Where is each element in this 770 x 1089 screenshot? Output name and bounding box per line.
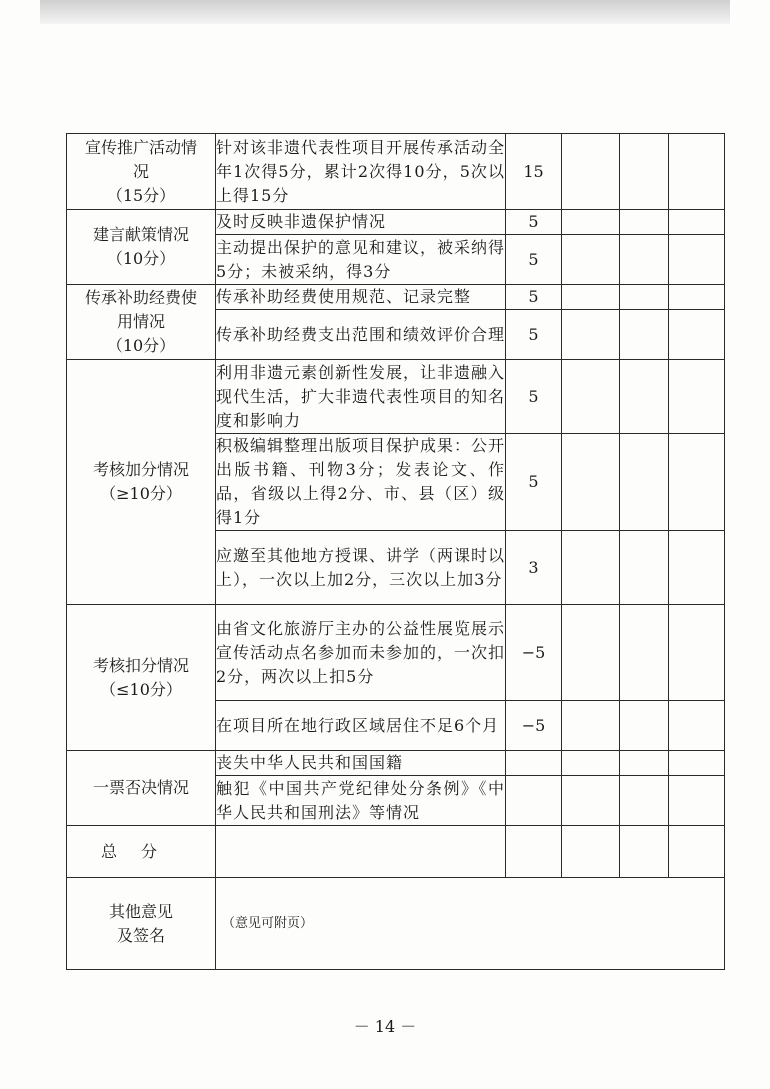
blank-cell xyxy=(562,310,620,360)
blank-cell xyxy=(620,751,669,776)
blank-cell xyxy=(620,434,669,531)
blank-cell xyxy=(669,701,725,751)
criterion-cell: 丧失中华人民共和国国籍 xyxy=(216,751,506,776)
table-row xyxy=(67,210,725,235)
table-row xyxy=(67,134,725,210)
opinion-note: （意见可附页） xyxy=(222,915,314,931)
blank-cell xyxy=(562,434,620,531)
blank-cell xyxy=(562,134,620,210)
blank-cell xyxy=(669,531,725,605)
opinion-label-line: 及签名 xyxy=(116,925,165,945)
criterion-cell: 针对该非遗代表性项目开展传承活动全年1次得5分，累计2次得10分，5次以上得15分 xyxy=(216,134,506,210)
score-cell: 5 xyxy=(506,434,562,531)
table-row xyxy=(67,360,725,434)
blank-cell xyxy=(669,826,725,878)
total-row xyxy=(67,826,725,878)
blank-cell xyxy=(669,310,725,360)
score-cell: 5 xyxy=(506,235,562,285)
opinion-label-line: 其他意见 xyxy=(108,901,173,921)
blank-cell xyxy=(620,310,669,360)
blank-cell xyxy=(669,360,725,434)
score-cell: 15 xyxy=(506,134,562,210)
opinion-row xyxy=(67,878,725,970)
criterion-cell: 触犯《中国共产党纪律处分条例》《中华人民共和国刑法》等情况 xyxy=(216,776,506,826)
blank-cell xyxy=(562,285,620,310)
blank-cell xyxy=(669,285,725,310)
category-line: 传承补助经费使 xyxy=(84,288,197,307)
score-cell xyxy=(506,776,562,826)
blank-cell xyxy=(562,776,620,826)
opinion-label-cell xyxy=(67,878,216,970)
category-line: 考核加分情况 xyxy=(92,460,189,479)
category-cell xyxy=(67,210,216,285)
category-line: 宣传推广活动情 xyxy=(84,137,197,157)
score-cell: 5 xyxy=(506,310,562,360)
category-line: （10分） xyxy=(106,336,176,355)
scan-edge-shadow xyxy=(40,0,730,24)
score-cell: −5 xyxy=(506,701,562,751)
criterion-cell: 及时反映非遗保护情况 xyxy=(216,210,506,235)
category-line: （10分） xyxy=(106,249,176,268)
criterion-cell: 在项目所在地行政区域居住不足6个月 xyxy=(216,701,506,751)
category-line: 建言献策情况 xyxy=(92,225,189,244)
blank-cell xyxy=(620,776,669,826)
criterion-cell: 利用非遗元素创新性发展，让非遗融入现代生活，扩大非遗代表性项目的知名度和影响力 xyxy=(216,360,506,434)
blank-cell xyxy=(562,235,620,285)
blank-cell xyxy=(620,360,669,434)
page-number: － 14 － xyxy=(353,1017,417,1036)
blank-cell xyxy=(669,210,725,235)
score-cell: 5 xyxy=(506,360,562,434)
category-line: 况 xyxy=(132,161,149,181)
total-criterion-cell xyxy=(216,826,506,878)
criterion-cell: 传承补助经费支出范围和绩效评价合理 xyxy=(216,310,506,360)
category-line: （≥10分） xyxy=(100,484,182,503)
blank-cell xyxy=(620,826,669,878)
score-cell xyxy=(506,751,562,776)
blank-cell xyxy=(562,751,620,776)
total-score-cell xyxy=(506,826,562,878)
blank-cell xyxy=(620,701,669,751)
score-cell: 5 xyxy=(506,210,562,235)
blank-cell xyxy=(620,235,669,285)
blank-cell xyxy=(562,531,620,605)
blank-cell xyxy=(669,605,725,701)
category-cell xyxy=(67,605,216,751)
blank-cell xyxy=(669,776,725,826)
blank-cell xyxy=(669,134,725,210)
blank-cell xyxy=(669,434,725,531)
score-cell: 3 xyxy=(506,531,562,605)
blank-cell xyxy=(562,360,620,434)
score-cell: 5 xyxy=(506,285,562,310)
criterion-cell: 传承补助经费使用规范、记录完整 xyxy=(216,285,506,310)
category-cell xyxy=(67,360,216,605)
criterion-cell: 应邀至其他地方授课、讲学（两课时以上），一次以上加2分，三次以上加3分 xyxy=(216,531,506,605)
blank-cell xyxy=(620,531,669,605)
blank-cell xyxy=(620,285,669,310)
table-row xyxy=(67,285,725,310)
evaluation-table xyxy=(66,133,725,970)
opinion-signature-field[interactable] xyxy=(216,878,725,970)
category-cell xyxy=(67,751,216,826)
table-row xyxy=(67,605,725,701)
criterion-cell: 主动提出保护的意见和建议，被采纳得5分；未被采纳，得3分 xyxy=(216,235,506,285)
category-line: （15分） xyxy=(106,185,176,205)
total-label: 总分 xyxy=(67,826,216,878)
blank-cell xyxy=(620,134,669,210)
category-line: （≤10分） xyxy=(100,679,182,699)
blank-cell xyxy=(562,210,620,235)
category-cell xyxy=(67,285,216,360)
blank-cell xyxy=(562,826,620,878)
blank-cell xyxy=(620,605,669,701)
blank-cell xyxy=(669,235,725,285)
category-cell xyxy=(67,134,216,210)
score-cell: −5 xyxy=(506,605,562,701)
blank-cell xyxy=(562,701,620,751)
category-line: 用情况 xyxy=(116,312,165,331)
criterion-cell: 由省文化旅游厅主办的公益性展览展示宣传活动点名参加而未参加的，一次扣2分，两次以上扣5分 xyxy=(216,605,506,701)
category-line: 考核扣分情况 xyxy=(92,655,189,675)
category-line: 一票否决情况 xyxy=(92,778,189,797)
criterion-cell: 积极编辑整理出版项目保护成果：公开出版书籍、刊物3分；发表论文、作品，省级以上得2分、市、县（区）级得1分 xyxy=(216,434,506,531)
blank-cell xyxy=(562,605,620,701)
blank-cell xyxy=(669,751,725,776)
table-row xyxy=(67,751,725,776)
blank-cell xyxy=(620,210,669,235)
